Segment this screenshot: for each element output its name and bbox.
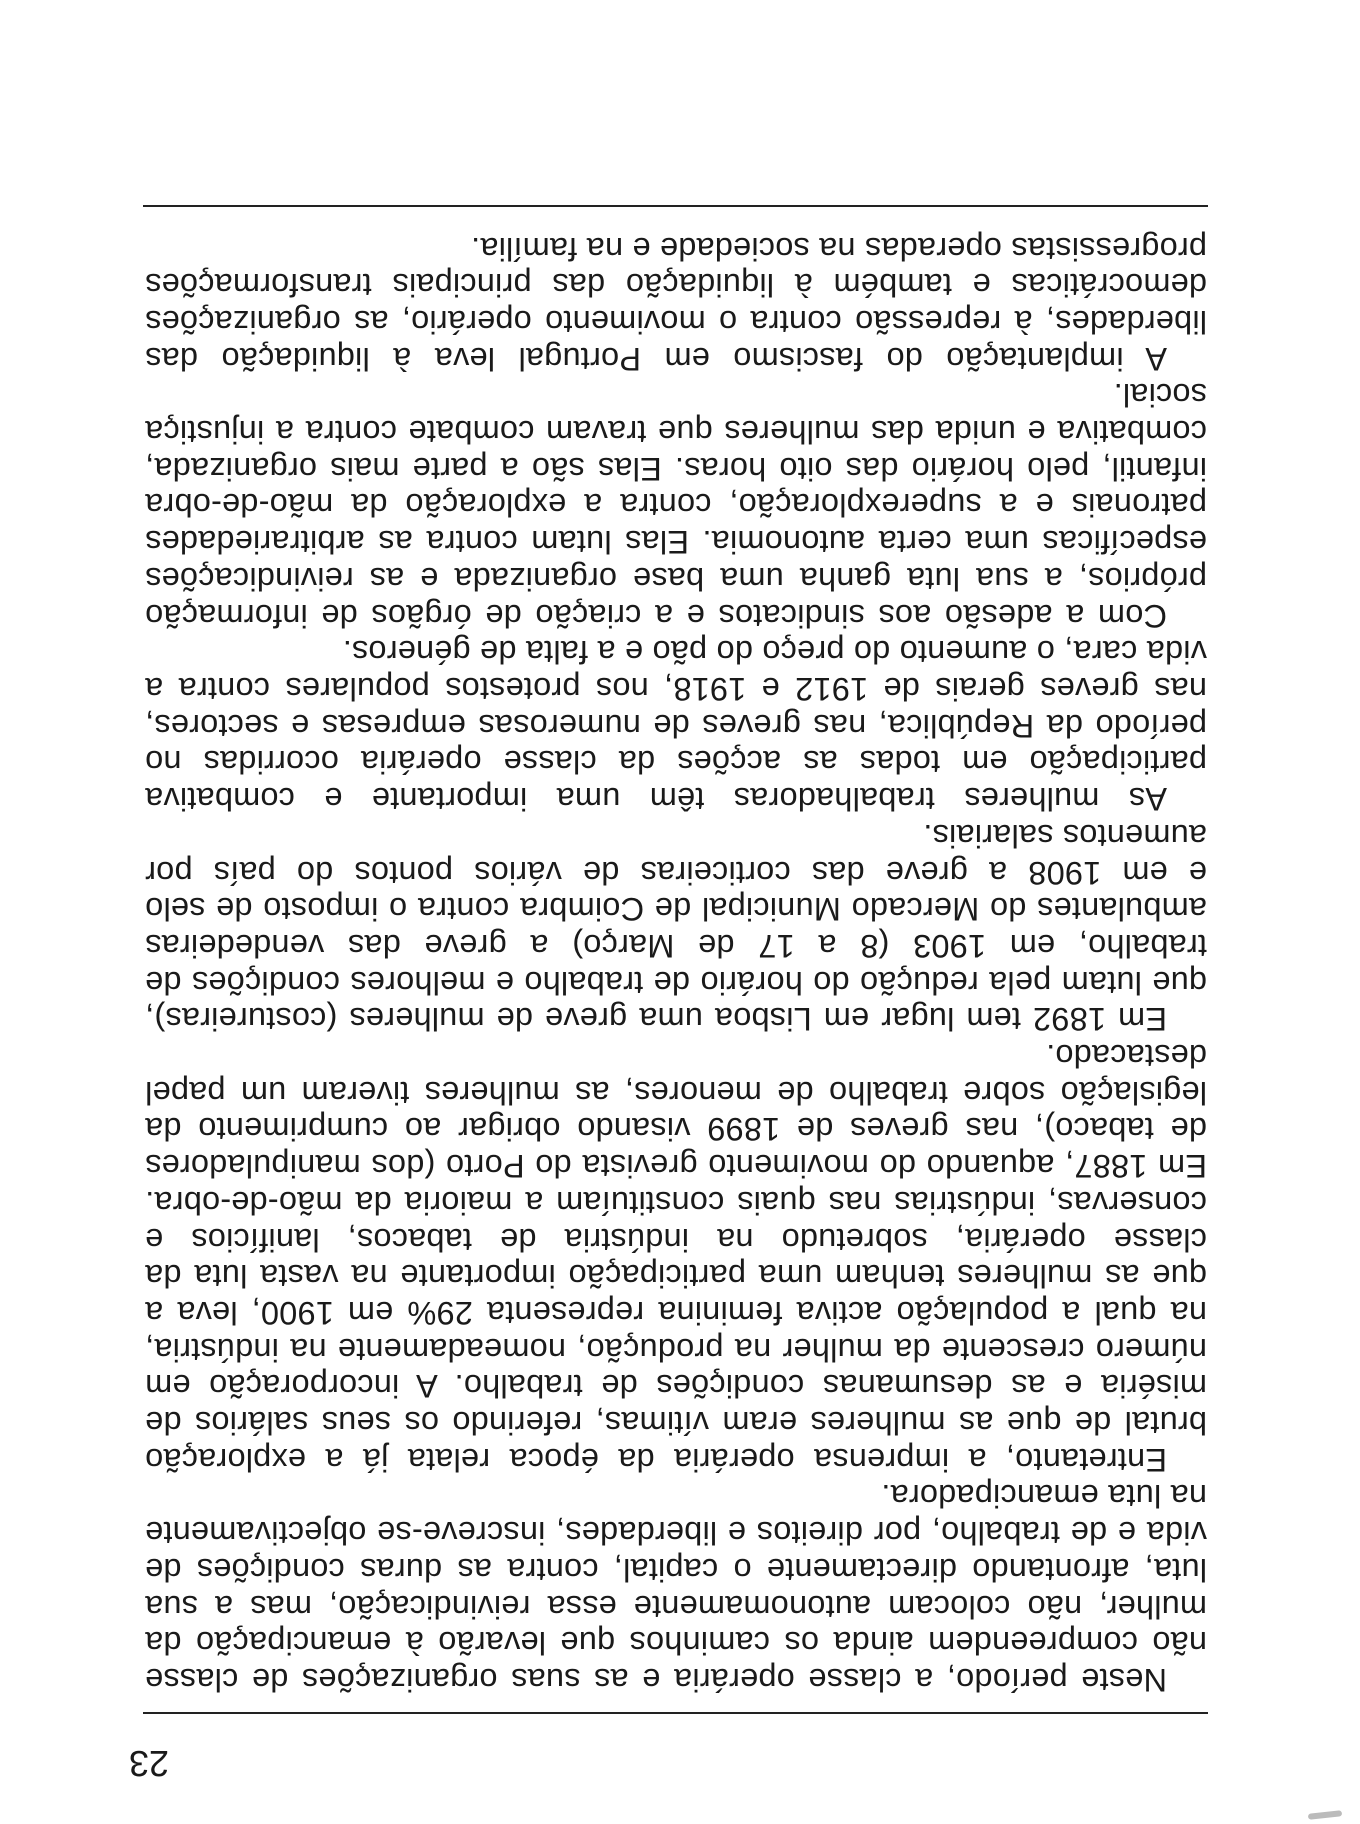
paragraph-3: Em 1892 tem lugar em Lisboa uma greve de mulheres (costureiras), que lutam pela redução do horário de trabalho e melhores condições de trabalho, em 1903 (8 a 17 de Março) a greve das vendedeiras ambulantes do Mercado Municipal de Coimbra contra o imposto de selo e em 1908 a greve das corticeiras de vários pontos do país por aumentos salariais. [145,817,1207,1038]
paragraph-6: A implantação do fascismo em Portugal leva à liquidação das liberdades, à repressão contra o movimento operário, as organizações democráticas e também à liquidação das principais transformações progressistas operadas na sociedade e na família. [145,230,1207,377]
header-rule [143,1712,1208,1714]
paragraph-2: Entretanto, a imprensa operária da época relata já a exploração brutal de que as mulheres eram vítimas, referindo os seus salários de miséria e as desumanas condições de trabalho. A incorporação em número crescente da mulher na produção, nomeadamente na indústria, na qual a população activa feminina representa 29% em 1900, leva a que as mulheres tenham uma participação importante na vasta luta da classe operária, sobretudo na indústria de tabacos, lanifícios e conservas, indústrias nas quais constituíam a maioria da mão-de-obra. Em 1887, aquando do movimento grevista do Porto (dos manipuladores de tabaco), nas greves de 1899 visando obrigar ao cumprimento da legislação sobre trabalho de menores, as mulheres tiveram um papel destacado. [145,1038,1207,1478]
paragraph-4: As mulheres trabalhadoras têm uma importante e combativa participação em todas as acções da classe operária ocorridas no período da República, nas greves de numerosas empresas e sectores, nas greves gerais de 1912 e 1918, nos protestos populares contra a vida cara, o aumento do preço do pão e a falta de géneros. [145,634,1207,818]
paragraph-1: Neste período, a classe operária e as suas organizações de classe não compreendem ainda os caminhos que levarão à emancipação da mulher, não colocam autonomamente essa reivindicação, mas a sua luta, afrontando directamente o capital, contra as duras condições de vida e de trabalho, por direitos e liberdades, inscreve-se objectivamente na luta emancipadora. [145,1478,1207,1698]
footer-rule [143,205,1208,207]
body-text [145,230,1207,1698]
page-number: 23 [128,1743,169,1784]
paragraph-5: Com a adesão aos sindicatos e a criação de órgãos de informação próprios, a sua luta ganha uma base organizada e as reivindicações específicas uma certa autonomia. Elas lutam contra as arbitrariedades patronais e a superexploração, contra a exploração da mão-de-obra infantil, pelo horário das oito horas. Elas são a parte mais organizada, combativa e unida das mulheres que travam combate contra a injustiça social. [145,377,1207,634]
